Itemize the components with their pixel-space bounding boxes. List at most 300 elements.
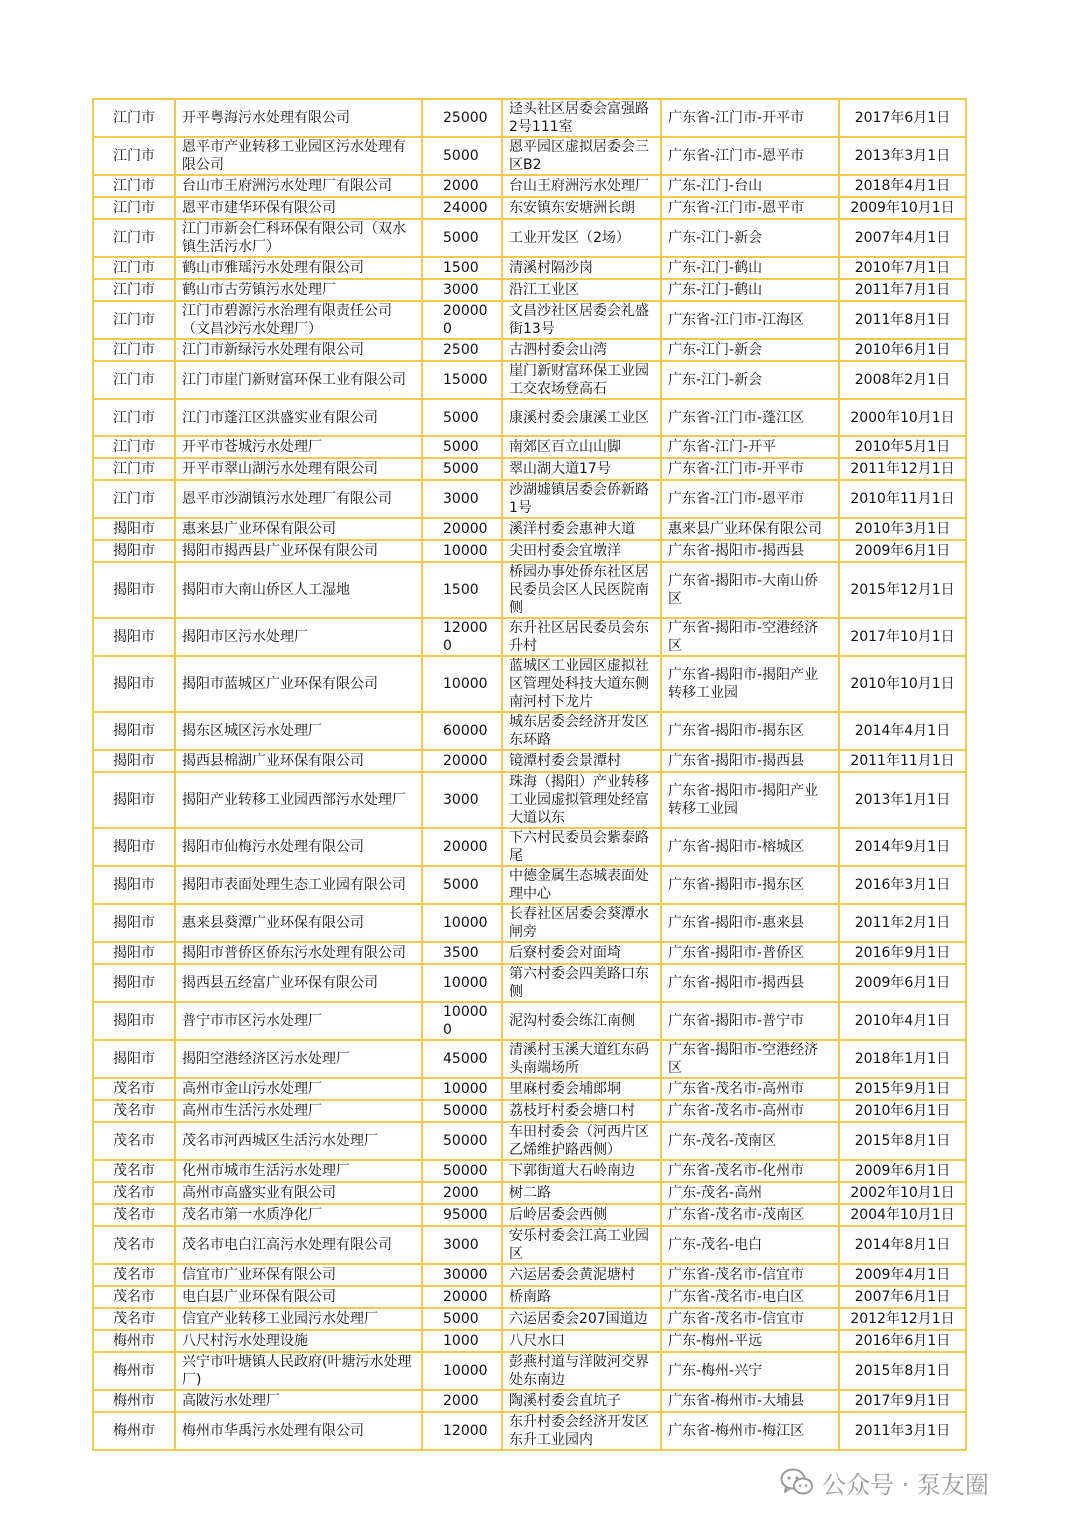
watermark — [780, 1462, 989, 1502]
cell-city: 揭阳市 — [93, 1002, 175, 1040]
cell-capacity: 25000 — [422, 99, 502, 137]
cell-region: 广东省-梅州市-梅江区 — [661, 1412, 839, 1450]
watermark-text: 公众号 · 泵友圈 — [822, 1470, 989, 1499]
cell-capacity: 5000 — [422, 436, 502, 458]
cell-city: 江门市 — [93, 480, 175, 518]
table-row — [93, 1160, 966, 1182]
cell-capacity: 3000 — [422, 772, 502, 828]
cell-address: 荔枝圩村委会塘口村 — [502, 1100, 661, 1122]
cell-company-name: 揭阳市普侨区侨东污水处理有限公司 — [175, 942, 422, 964]
cell-city: 江门市 — [93, 137, 175, 175]
table-row — [93, 99, 966, 137]
cell-address: 康溪村委会康溪工业区 — [502, 399, 661, 436]
cell-date: 2010年11月1日 — [839, 480, 966, 518]
cell-address: 南郊区百立山山脚 — [502, 436, 661, 458]
cell-company-name: 茂名市电白江高污水处理有限公司 — [175, 1226, 422, 1264]
cell-region: 广东-江门-鹤山 — [661, 279, 839, 301]
cell-capacity: 5000 — [422, 219, 502, 257]
cell-company-name: 揭阳市表面处理生态工业园有限公司 — [175, 866, 422, 904]
table-row — [93, 1182, 966, 1204]
cell-capacity: 20000 — [422, 1286, 502, 1308]
cell-region: 惠来县广业环保有限公司 — [661, 518, 839, 540]
cell-date: 2010年4月1日 — [839, 1002, 966, 1040]
cell-city: 江门市 — [93, 458, 175, 480]
table-row — [93, 750, 966, 772]
table-row — [93, 197, 966, 219]
table-row — [93, 540, 966, 562]
cell-address: 下六村民委员会紫泰路尾 — [502, 828, 661, 866]
cell-region: 广东-梅州-兴宁 — [661, 1352, 839, 1390]
cell-address: 崖门新财富环保工业园工交农场登高石 — [502, 361, 661, 399]
cell-city: 茂名市 — [93, 1078, 175, 1100]
cell-capacity: 50000 — [422, 1160, 502, 1182]
cell-region: 广东省-江门市-开平市 — [661, 458, 839, 480]
table-row — [93, 458, 966, 480]
cell-date: 2016年3月1日 — [839, 866, 966, 904]
cell-capacity: 20000 — [422, 750, 502, 772]
table-row — [93, 1352, 966, 1390]
cell-region: 广东-江门-新会 — [661, 219, 839, 257]
cell-date: 2010年5月1日 — [839, 436, 966, 458]
cell-city: 揭阳市 — [93, 540, 175, 562]
cell-address: 东升社区居民委员会东升村 — [502, 618, 661, 656]
table-row — [93, 942, 966, 964]
table-row — [93, 904, 966, 942]
cell-capacity: 12000 — [422, 1412, 502, 1450]
cell-city: 江门市 — [93, 279, 175, 301]
cell-company-name: 鹤山市古劳镇污水处理厂 — [175, 279, 422, 301]
cell-city: 揭阳市 — [93, 1040, 175, 1078]
cell-date: 2016年6月1日 — [839, 1330, 966, 1352]
cell-company-name: 茂名市第一水质净化厂 — [175, 1204, 422, 1226]
cell-address: 后岭居委会西侧 — [502, 1204, 661, 1226]
cell-company-name: 梅州市华禹污水处理有限公司 — [175, 1412, 422, 1450]
cell-city: 揭阳市 — [93, 964, 175, 1002]
cell-date: 2017年6月1日 — [839, 99, 966, 137]
cell-city: 茂名市 — [93, 1160, 175, 1182]
table-row — [93, 339, 966, 361]
cell-capacity: 5000 — [422, 399, 502, 436]
cell-region: 广东省-揭阳市-揭阳产业转移工业园 — [661, 656, 839, 712]
table-row — [93, 618, 966, 656]
cell-capacity: 2000 — [422, 175, 502, 197]
cell-date: 2015年8月1日 — [839, 1122, 966, 1160]
cell-address: 泥沟村委会练江南侧 — [502, 1002, 661, 1040]
cell-address: 中德金属生态城表面处理中心 — [502, 866, 661, 904]
cell-address: 古泗村委会山湾 — [502, 339, 661, 361]
cell-capacity: 5000 — [422, 866, 502, 904]
table-row — [93, 1122, 966, 1160]
cell-city: 茂名市 — [93, 1308, 175, 1330]
cell-city: 梅州市 — [93, 1390, 175, 1412]
cell-company-name: 揭西县五经富广业环保有限公司 — [175, 964, 422, 1002]
cell-address: 车田村委会（河西片区乙烯维护路西侧） — [502, 1122, 661, 1160]
table-row — [93, 964, 966, 1002]
cell-address: 蓝城区工业园区虚拟社区管理处科技大道东侧南河村下龙片 — [502, 656, 661, 712]
cell-capacity: 2000 — [422, 1390, 502, 1412]
cell-date: 2007年4月1日 — [839, 219, 966, 257]
table-row — [93, 1002, 966, 1040]
cell-region: 广东省-揭阳市-揭西县 — [661, 750, 839, 772]
cell-city: 江门市 — [93, 197, 175, 219]
cell-region: 广东省-江门市-蓬江区 — [661, 399, 839, 436]
cell-city: 茂名市 — [93, 1182, 175, 1204]
table-row — [93, 137, 966, 175]
cell-region: 广东省-茂名市-信宜市 — [661, 1264, 839, 1286]
cell-company-name: 揭东区城区污水处理厂 — [175, 712, 422, 750]
cell-address: 安乐村委会江高工业园区 — [502, 1226, 661, 1264]
cell-address: 第六村委会四美路口东侧 — [502, 964, 661, 1002]
cell-capacity: 20000 — [422, 518, 502, 540]
table-row — [93, 399, 966, 436]
cell-city: 江门市 — [93, 399, 175, 436]
cell-address: 后寮村委会对面埼 — [502, 942, 661, 964]
cell-address: 树二路 — [502, 1182, 661, 1204]
table-row — [93, 361, 966, 399]
cell-region: 广东省-揭阳市-惠来县 — [661, 904, 839, 942]
cell-region: 广东-茂名-茂南区 — [661, 1122, 839, 1160]
cell-date: 2009年6月1日 — [839, 964, 966, 1002]
table-row — [93, 1412, 966, 1450]
cell-capacity: 3000 — [422, 279, 502, 301]
cell-capacity: 10000 — [422, 904, 502, 942]
cell-company-name: 恩平市产业转移工业园区污水处理有限公司 — [175, 137, 422, 175]
cell-city: 梅州市 — [93, 1330, 175, 1352]
cell-city: 揭阳市 — [93, 750, 175, 772]
cell-date: 2008年2月1日 — [839, 361, 966, 399]
cell-region: 广东-茂名-高州 — [661, 1182, 839, 1204]
cell-capacity: 10000 — [422, 1078, 502, 1100]
cell-region: 广东-江门-新会 — [661, 339, 839, 361]
cell-region: 广东-茂名-电白 — [661, 1226, 839, 1264]
cell-capacity: 5000 — [422, 137, 502, 175]
cell-address: 八尺水口 — [502, 1330, 661, 1352]
table-row — [93, 1390, 966, 1412]
cell-city: 揭阳市 — [93, 618, 175, 656]
cell-city: 揭阳市 — [93, 562, 175, 618]
cell-city: 茂名市 — [93, 1204, 175, 1226]
table-row — [93, 1078, 966, 1100]
cell-address: 东升村委会经济开发区东升工业园内 — [502, 1412, 661, 1450]
cell-capacity: 1000 — [422, 1330, 502, 1352]
cell-city: 茂名市 — [93, 1100, 175, 1122]
cell-company-name: 高州市高盛实业有限公司 — [175, 1182, 422, 1204]
cell-company-name: 江门市蓬江区洪盛实业有限公司 — [175, 399, 422, 436]
cell-capacity: 10000 — [422, 1352, 502, 1390]
cell-company-name: 揭阳产业转移工业园西部污水处理厂 — [175, 772, 422, 828]
cell-date: 2010年10月1日 — [839, 656, 966, 712]
cell-city: 梅州市 — [93, 1352, 175, 1390]
cell-company-name: 江门市新会仁科环保有限公司（双水镇生活污水厂） — [175, 219, 422, 257]
cell-address: 沙湖墟镇居委会侨新路1号 — [502, 480, 661, 518]
cell-address: 里麻村委会埔郎垌 — [502, 1078, 661, 1100]
cell-region: 广东省-茂名市-化州市 — [661, 1160, 839, 1182]
cell-date: 2009年4月1日 — [839, 1264, 966, 1286]
cell-company-name: 高州市金山污水处理厂 — [175, 1078, 422, 1100]
cell-date: 2011年12月1日 — [839, 458, 966, 480]
cell-region: 广东省-江门市-开平市 — [661, 99, 839, 137]
cell-region: 广东省-揭阳市-大南山侨区 — [661, 562, 839, 618]
cell-company-name: 揭阳市蓝城区广业环保有限公司 — [175, 656, 422, 712]
table-row — [93, 279, 966, 301]
cell-capacity: 100000 — [422, 1002, 502, 1040]
cell-city: 江门市 — [93, 436, 175, 458]
cell-region: 广东省-揭阳市-揭东区 — [661, 712, 839, 750]
cell-date: 2013年3月1日 — [839, 137, 966, 175]
cell-capacity: 1500 — [422, 257, 502, 279]
cell-company-name: 揭阳空港经济区污水处理厂 — [175, 1040, 422, 1078]
cell-region: 广东省-梅州市-大埔县 — [661, 1390, 839, 1412]
cell-city: 茂名市 — [93, 1226, 175, 1264]
cell-city: 江门市 — [93, 175, 175, 197]
cell-capacity: 95000 — [422, 1204, 502, 1226]
cell-date: 2011年8月1日 — [839, 301, 966, 339]
cell-city: 梅州市 — [93, 1412, 175, 1450]
cell-city: 揭阳市 — [93, 656, 175, 712]
cell-company-name: 鹤山市雅瑶污水处理有限公司 — [175, 257, 422, 279]
cell-region: 广东省-揭阳市-榕城区 — [661, 828, 839, 866]
cell-address: 城东居委会经济开发区东环路 — [502, 712, 661, 750]
cell-capacity: 3500 — [422, 942, 502, 964]
cell-city: 江门市 — [93, 339, 175, 361]
cell-city: 揭阳市 — [93, 904, 175, 942]
cell-region: 广东省-揭阳市-揭东区 — [661, 866, 839, 904]
cell-company-name: 揭西县棉湖广业环保有限公司 — [175, 750, 422, 772]
cell-address: 沿江工业区 — [502, 279, 661, 301]
cell-company-name: 信宜市广业环保有限公司 — [175, 1264, 422, 1286]
cell-capacity: 2500 — [422, 339, 502, 361]
cell-address: 清溪村隔沙岗 — [502, 257, 661, 279]
cell-region: 广东省-江门市-恩平市 — [661, 480, 839, 518]
cell-address: 工业开发区（2场） — [502, 219, 661, 257]
cell-city: 江门市 — [93, 257, 175, 279]
cell-region: 广东省-茂名市-信宜市 — [661, 1308, 839, 1330]
cell-capacity: 10000 — [422, 656, 502, 712]
table-row — [93, 1100, 966, 1122]
cell-company-name: 揭阳市揭西县广业环保有限公司 — [175, 540, 422, 562]
cell-region: 广东省-江门市-江海区 — [661, 301, 839, 339]
cell-address: 六运居委会207国道边 — [502, 1308, 661, 1330]
cell-date: 2002年10月1日 — [839, 1182, 966, 1204]
cell-company-name: 开平粤海污水处理有限公司 — [175, 99, 422, 137]
table-row — [93, 1204, 966, 1226]
cell-company-name: 信宜产业转移工业园污水处理厂 — [175, 1308, 422, 1330]
cell-region: 广东-江门-鹤山 — [661, 257, 839, 279]
table-row — [93, 1264, 966, 1286]
cell-region: 广东省-揭阳市-空港经济区 — [661, 1040, 839, 1078]
cell-company-name: 揭阳市仙梅污水处理有限公司 — [175, 828, 422, 866]
cell-region: 广东省-茂名市-茂南区 — [661, 1204, 839, 1226]
table-row — [93, 1308, 966, 1330]
cell-capacity: 3000 — [422, 480, 502, 518]
cell-region: 广东省-揭阳市-揭西县 — [661, 540, 839, 562]
cell-address: 恩平园区虚拟居委会三区B2 — [502, 137, 661, 175]
cell-region: 广东省-揭阳市-空港经济区 — [661, 618, 839, 656]
cell-address: 桥园办事处侨东社区居民委员会区人民医院南侧 — [502, 562, 661, 618]
table-row — [93, 175, 966, 197]
cell-address: 文昌沙社区居委会礼盛街13号 — [502, 301, 661, 339]
cell-company-name: 台山市王府洲污水处理厂有限公司 — [175, 175, 422, 197]
cell-date: 2015年9月1日 — [839, 1078, 966, 1100]
table-row — [93, 772, 966, 828]
table-row — [93, 828, 966, 866]
cell-capacity: 15000 — [422, 361, 502, 399]
cell-address: 清溪村玉溪大道红东码头南端场所 — [502, 1040, 661, 1078]
cell-company-name: 江门市新绿污水处理有限公司 — [175, 339, 422, 361]
table-row — [93, 301, 966, 339]
cell-date: 2015年8月1日 — [839, 1352, 966, 1390]
cell-capacity: 1500 — [422, 562, 502, 618]
table-row — [93, 1040, 966, 1078]
cell-region: 广东省-江门-开平 — [661, 436, 839, 458]
cell-capacity: 50000 — [422, 1122, 502, 1160]
cell-date: 2014年8月1日 — [839, 1226, 966, 1264]
cell-city: 江门市 — [93, 301, 175, 339]
cell-city: 揭阳市 — [93, 866, 175, 904]
cell-date: 2009年6月1日 — [839, 1160, 966, 1182]
cell-company-name: 高州市生活污水处理厂 — [175, 1100, 422, 1122]
cell-company-name: 恩平市建华环保有限公司 — [175, 197, 422, 219]
cell-date: 2011年2月1日 — [839, 904, 966, 942]
cell-company-name: 开平市苍城污水处理厂 — [175, 436, 422, 458]
cell-city: 茂名市 — [93, 1122, 175, 1160]
table-row — [93, 1226, 966, 1264]
cell-city: 揭阳市 — [93, 712, 175, 750]
cell-date: 2013年1月1日 — [839, 772, 966, 828]
cell-company-name: 江门市碧源污水治理有限责任公司（文昌沙污水处理厂） — [175, 301, 422, 339]
cell-date: 2009年10月1日 — [839, 197, 966, 219]
table-row — [93, 436, 966, 458]
cell-address: 迳头社区居委会富强路2号111室 — [502, 99, 661, 137]
cell-capacity: 2000 — [422, 1182, 502, 1204]
cell-city: 揭阳市 — [93, 942, 175, 964]
cell-company-name: 揭阳市大南山侨区人工湿地 — [175, 562, 422, 618]
cell-date: 2012年12月1日 — [839, 1308, 966, 1330]
cell-address: 长春社区居委会葵潭水闸旁 — [502, 904, 661, 942]
cell-date: 2014年4月1日 — [839, 712, 966, 750]
cell-city: 茂名市 — [93, 1286, 175, 1308]
cell-capacity: 45000 — [422, 1040, 502, 1078]
cell-company-name: 普宁市市区污水处理厂 — [175, 1002, 422, 1040]
cell-company-name: 高陂污水处理厂 — [175, 1390, 422, 1412]
cell-address: 尖田村委会宜墩洋 — [502, 540, 661, 562]
cell-date: 2018年4月1日 — [839, 175, 966, 197]
cell-city: 江门市 — [93, 99, 175, 137]
cell-date: 2017年10月1日 — [839, 618, 966, 656]
cell-date: 2011年3月1日 — [839, 1412, 966, 1450]
table-row — [93, 866, 966, 904]
cell-capacity: 20000 — [422, 828, 502, 866]
cell-date: 2000年10月1日 — [839, 399, 966, 436]
cell-address: 彭燕村道与洋陂河交界处东南边 — [502, 1352, 661, 1390]
table-row — [93, 656, 966, 712]
cell-address: 六运居委会黄泥塘村 — [502, 1264, 661, 1286]
cell-city: 揭阳市 — [93, 772, 175, 828]
table-row — [93, 1286, 966, 1308]
cell-capacity: 60000 — [422, 712, 502, 750]
table-row — [93, 257, 966, 279]
table-body — [93, 99, 966, 1450]
cell-date: 2018年1月1日 — [839, 1040, 966, 1078]
table-row — [93, 480, 966, 518]
cell-capacity: 24000 — [422, 197, 502, 219]
cell-company-name: 电白县广业环保有限公司 — [175, 1286, 422, 1308]
cell-date: 2017年9月1日 — [839, 1390, 966, 1412]
cell-capacity: 5000 — [422, 458, 502, 480]
cell-date: 2004年10月1日 — [839, 1204, 966, 1226]
cell-date: 2015年12月1日 — [839, 562, 966, 618]
cell-region: 广东省-揭阳市-揭西县 — [661, 964, 839, 1002]
cell-address: 珠海（揭阳）产业转移工业园虚拟管理处经富大道以东 — [502, 772, 661, 828]
table-row — [93, 712, 966, 750]
cell-city: 江门市 — [93, 219, 175, 257]
cell-company-name: 化州市城市生活污水处理厂 — [175, 1160, 422, 1182]
cell-region: 广东省-揭阳市-揭阳产业转移工业园 — [661, 772, 839, 828]
cell-date: 2010年7月1日 — [839, 257, 966, 279]
cell-date: 2007年6月1日 — [839, 1286, 966, 1308]
wechat-icon — [780, 1467, 814, 1497]
cell-company-name: 茂名市河西城区生活污水处理厂 — [175, 1122, 422, 1160]
cell-capacity: 10000 — [422, 540, 502, 562]
cell-date: 2009年6月1日 — [839, 540, 966, 562]
cell-company-name: 开平市翠山湖污水处理有限公司 — [175, 458, 422, 480]
cell-date: 2010年6月1日 — [839, 1100, 966, 1122]
cell-date: 2011年7月1日 — [839, 279, 966, 301]
cell-address: 桥南路 — [502, 1286, 661, 1308]
cell-address: 台山王府洲污水处理厂 — [502, 175, 661, 197]
cell-region: 广东省-揭阳市-普宁市 — [661, 1002, 839, 1040]
cell-company-name: 八尺村污水处理设施 — [175, 1330, 422, 1352]
cell-city: 揭阳市 — [93, 518, 175, 540]
table-row — [93, 1330, 966, 1352]
cell-address: 东安镇东安塘洲长朗 — [502, 197, 661, 219]
cell-city: 揭阳市 — [93, 828, 175, 866]
cell-date: 2010年6月1日 — [839, 339, 966, 361]
cell-date: 2016年9月1日 — [839, 942, 966, 964]
table-row — [93, 219, 966, 257]
cell-region: 广东省-揭阳市-普侨区 — [661, 942, 839, 964]
cell-date: 2014年9月1日 — [839, 828, 966, 866]
cell-address: 翠山湖大道17号 — [502, 458, 661, 480]
cell-capacity: 50000 — [422, 1100, 502, 1122]
cell-capacity: 3000 — [422, 1226, 502, 1264]
cell-region: 广东省-茂名市-高州市 — [661, 1100, 839, 1122]
cell-capacity: 10000 — [422, 964, 502, 1002]
wastewater-plant-table — [92, 98, 967, 1451]
cell-company-name: 惠来县广业环保有限公司 — [175, 518, 422, 540]
cell-capacity: 120000 — [422, 618, 502, 656]
cell-capacity: 200000 — [422, 301, 502, 339]
cell-company-name: 揭阳市区污水处理厂 — [175, 618, 422, 656]
cell-region: 广东省-茂名市-电白区 — [661, 1286, 839, 1308]
cell-date: 2011年11月1日 — [839, 750, 966, 772]
cell-region: 广东-江门-新会 — [661, 361, 839, 399]
cell-address: 陶溪村委会直坑子 — [502, 1390, 661, 1412]
cell-region: 广东-江门-台山 — [661, 175, 839, 197]
cell-region: 广东-梅州-平远 — [661, 1330, 839, 1352]
cell-company-name: 江门市崖门新财富环保工业有限公司 — [175, 361, 422, 399]
cell-address: 镜潭村委会景潭村 — [502, 750, 661, 772]
cell-capacity: 5000 — [422, 1308, 502, 1330]
cell-company-name: 恩平市沙湖镇污水处理厂有限公司 — [175, 480, 422, 518]
cell-capacity: 30000 — [422, 1264, 502, 1286]
cell-company-name: 兴宁市叶塘镇人民政府(叶塘污水处理厂) — [175, 1352, 422, 1390]
cell-city: 江门市 — [93, 361, 175, 399]
cell-region: 广东省-茂名市-高州市 — [661, 1078, 839, 1100]
cell-address: 下郭街道大石岭南边 — [502, 1160, 661, 1182]
cell-address: 溪洋村委会惠神大道 — [502, 518, 661, 540]
table-row — [93, 518, 966, 540]
